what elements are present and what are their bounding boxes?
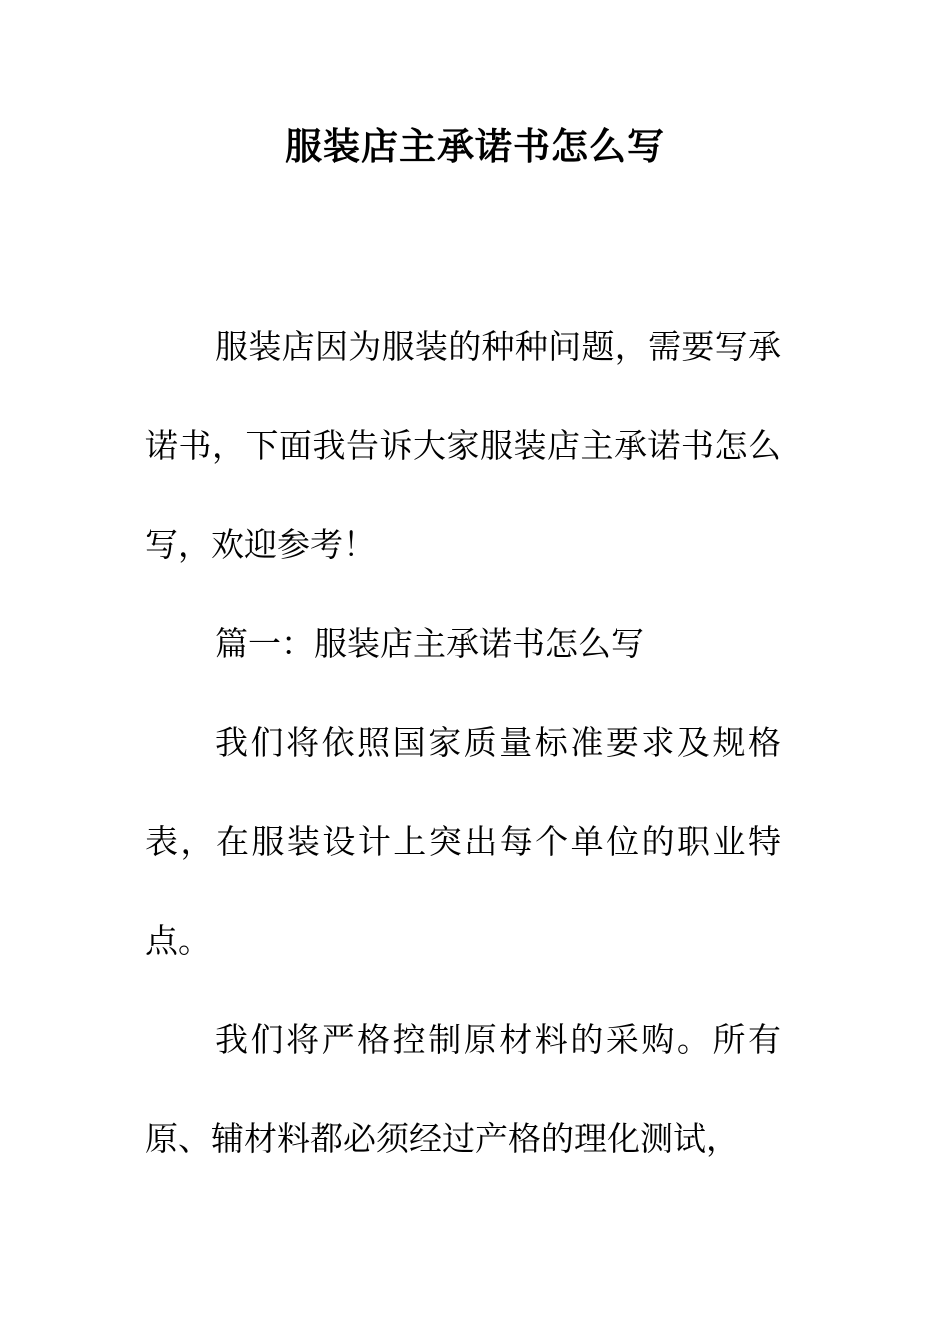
paragraph-section-heading: 篇一：服装店主承诺书怎么写 [215,624,644,663]
document-body [145,297,781,1188]
paragraph-standards: 我们将依照国家质量标准要求及规格表，在服装设计上突出每个单位的职业特点。 [145,723,781,960]
paragraph-materials: 我们将严格控制原材料的采购。所有原、辅材料都必须经过产格的理化测试， [145,1020,781,1158]
document-title: 服装店主承诺书怎么写 [285,124,665,168]
paragraph-intro: 服装店因为服装的种种问题，需要写承诺书，下面我告诉大家服装店主承诺书怎么写，欢迎参考！ [145,327,781,564]
